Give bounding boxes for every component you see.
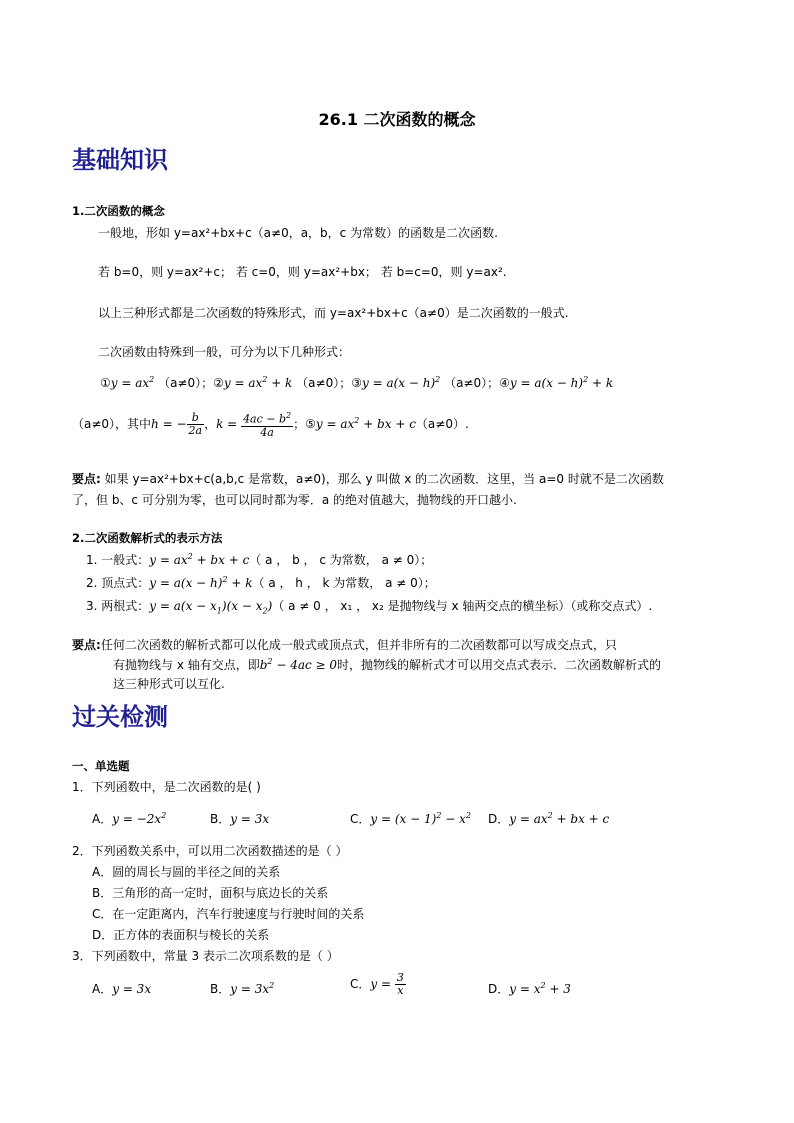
form-1-marker: ① — [100, 376, 111, 390]
k-fraction: $\frac{4ac - b^2}{4a}$ — [243, 411, 292, 439]
q1-option-a[interactable]: A．$y = -2x^2$ — [92, 811, 167, 826]
forms-intro-text: 二次函数由特殊到一般，可分为以下几种形式： — [98, 345, 351, 359]
section-basics-heading: 基础知识 — [72, 145, 168, 174]
q1-option-d[interactable]: D．$y = ax^2$ + bx + c — [488, 811, 610, 826]
definition-text: 一般地，形如 y=ax²+bx+c（a≠0，a，b，c 为常数）的函数是二次函数. — [98, 226, 498, 240]
note-1-line-1 — [72, 470, 664, 487]
special-cases-text: 若 b=0，则 y=ax²+c； 若 c=0，则 y=ax²+bx； 若 b=c=0，则 y=ax². — [98, 265, 507, 279]
form-3-formula: $y = a(x - h)^2$ — [361, 375, 441, 390]
note-2-text-b: 时，抛物线的解析式才可以用交点式表示．二次函数解析式的 — [337, 658, 662, 672]
h-fraction: $\frac{b}{2a}$ — [188, 410, 203, 437]
q3-option-b[interactable]: B．$y = 3x^2$ — [210, 981, 275, 996]
general-form-formula: $y = ax^2$ + bx + c — [149, 552, 250, 567]
root-form-label: 3. 两根式： — [86, 599, 150, 613]
q3-option-d[interactable]: D．$y = x^2 + 3$ — [488, 981, 571, 996]
forms-line-2: （a≠0），其中h = − $\frac{b}{2a}$ ，k = $\frac{4ac - b^2}{4a}$ ；⑤y = $ax^2$ + bx + c（a≠0）. — [72, 410, 469, 439]
forms-line-1 — [100, 374, 613, 391]
root-form-condition: （ a ≠ 0 ， x₁ ， x₂ 是抛物线与 x 轴两交点的横坐标）（或称交点式）. — [272, 599, 653, 613]
q2-option-c[interactable]: C．在一定距离内，汽车行驶速度与行驶时间的关系 — [92, 907, 365, 921]
note-2-line-3: 这三种形式可以互化. — [113, 677, 225, 691]
note-2-label: 要点: — [72, 638, 101, 652]
vertex-form-label: 2. 顶点式： — [86, 576, 150, 590]
vertex-form-item — [86, 574, 436, 591]
form-5-condition: （a≠0）. — [415, 416, 469, 431]
note-2-line-1 — [72, 636, 617, 653]
q1-option-c[interactable]: C．$y = (x - 1)^2 - x^2$ — [350, 811, 471, 826]
page-title: 26.1 二次函数的概念 — [318, 110, 476, 129]
q3-option-c[interactable]: C．y = $\frac{3}{x}$ — [350, 971, 404, 997]
note-2-text: 任何二次函数的解析式都可以化成一般式或顶点式，但并非所有的二次函数都可以写成交点式，只 — [100, 638, 617, 652]
single-choice-heading: 一、单选题 — [72, 759, 130, 773]
form-2-marker: （a≠0）；② — [158, 376, 224, 390]
k-formula: k = — [216, 416, 242, 431]
h-formula: h = − — [151, 416, 187, 431]
note-1-label: 要点: — [72, 472, 101, 486]
root-form-formula: $y = a(x - x_1)(x - x_2)$ — [149, 599, 273, 616]
note-2-line-2 — [113, 656, 661, 673]
root-form-item — [86, 597, 652, 615]
form-3-marker: （a≠0）；③ — [296, 376, 362, 390]
note-1-text: 如果 y=ax²+bx+c(a,b,c 是常数，a≠0)，那么 y 叫做 x 的二次函数．这里，当 a=0 时就不是二次函数 — [104, 472, 664, 486]
vertex-form-condition: （ a ， h ， k 为常数， a ≠ 0）； — [252, 576, 436, 590]
vertex-form-formula: $y = a(x - h)^2 + k$ — [149, 575, 253, 590]
q1-option-b[interactable]: B．y = 3x — [210, 812, 270, 826]
general-form-condition: （ a ， b ， c 为常数， a ≠ 0）； — [249, 553, 433, 567]
q3-option-a[interactable]: A．y = 3x — [92, 982, 152, 996]
where-label: （a≠0），其中 — [72, 416, 152, 431]
general-form-label: 1. 一般式： — [86, 553, 150, 567]
form-2-formula: $y = ax^2 + k$ — [223, 375, 293, 390]
discriminant-formula: $b^2 - 4ac \ge 0$ — [259, 657, 338, 672]
form-5-marker: ；⑤ — [293, 416, 316, 431]
concept-heading: 1.二次函数的概念 — [72, 204, 165, 218]
q2-option-a[interactable]: A．圆的周长与圆的半径之间的关系 — [92, 865, 281, 879]
question-1: 1．下列函数中，是二次函数的是( ) — [72, 780, 261, 794]
general-form-text: 以上三种形式都是二次函数的特殊形式，而 y=ax²+bx+c（a≠0）是二次函数的一般式. — [98, 306, 569, 320]
form-4-marker: （a≠0）；④ — [444, 376, 510, 390]
general-form-item — [86, 551, 432, 568]
question-3: 3．下列函数中，常量 3 表示二次项系数的是（ ） — [72, 949, 339, 963]
q2-option-b[interactable]: B．三角形的高一定时，面积与底边长的关系 — [92, 886, 329, 900]
form-4-formula: $y = a(x - h)^2 + k$ — [509, 375, 614, 390]
note-1-line-2: 了，但 b、c 可分别为零，也可以同时都为零．a 的绝对值越大，抛物线的开口越小. — [72, 493, 517, 507]
q2-option-d[interactable]: D．正方体的表面积与棱长的关系 — [92, 928, 270, 942]
question-2: 2．下列函数关系中，可以用二次函数描述的是（ ） — [72, 844, 348, 858]
form-1-formula: $y = ax^2$ — [110, 375, 155, 390]
note-2-text-a: 有抛物线与 x 轴有交点，即 — [113, 658, 260, 672]
expression-forms-heading: 2.二次函数解析式的表示方法 — [72, 531, 223, 545]
section-check-heading: 过关检测 — [72, 702, 168, 731]
form-5-formula: $y = ax^2$ + bx + c — [315, 415, 416, 431]
